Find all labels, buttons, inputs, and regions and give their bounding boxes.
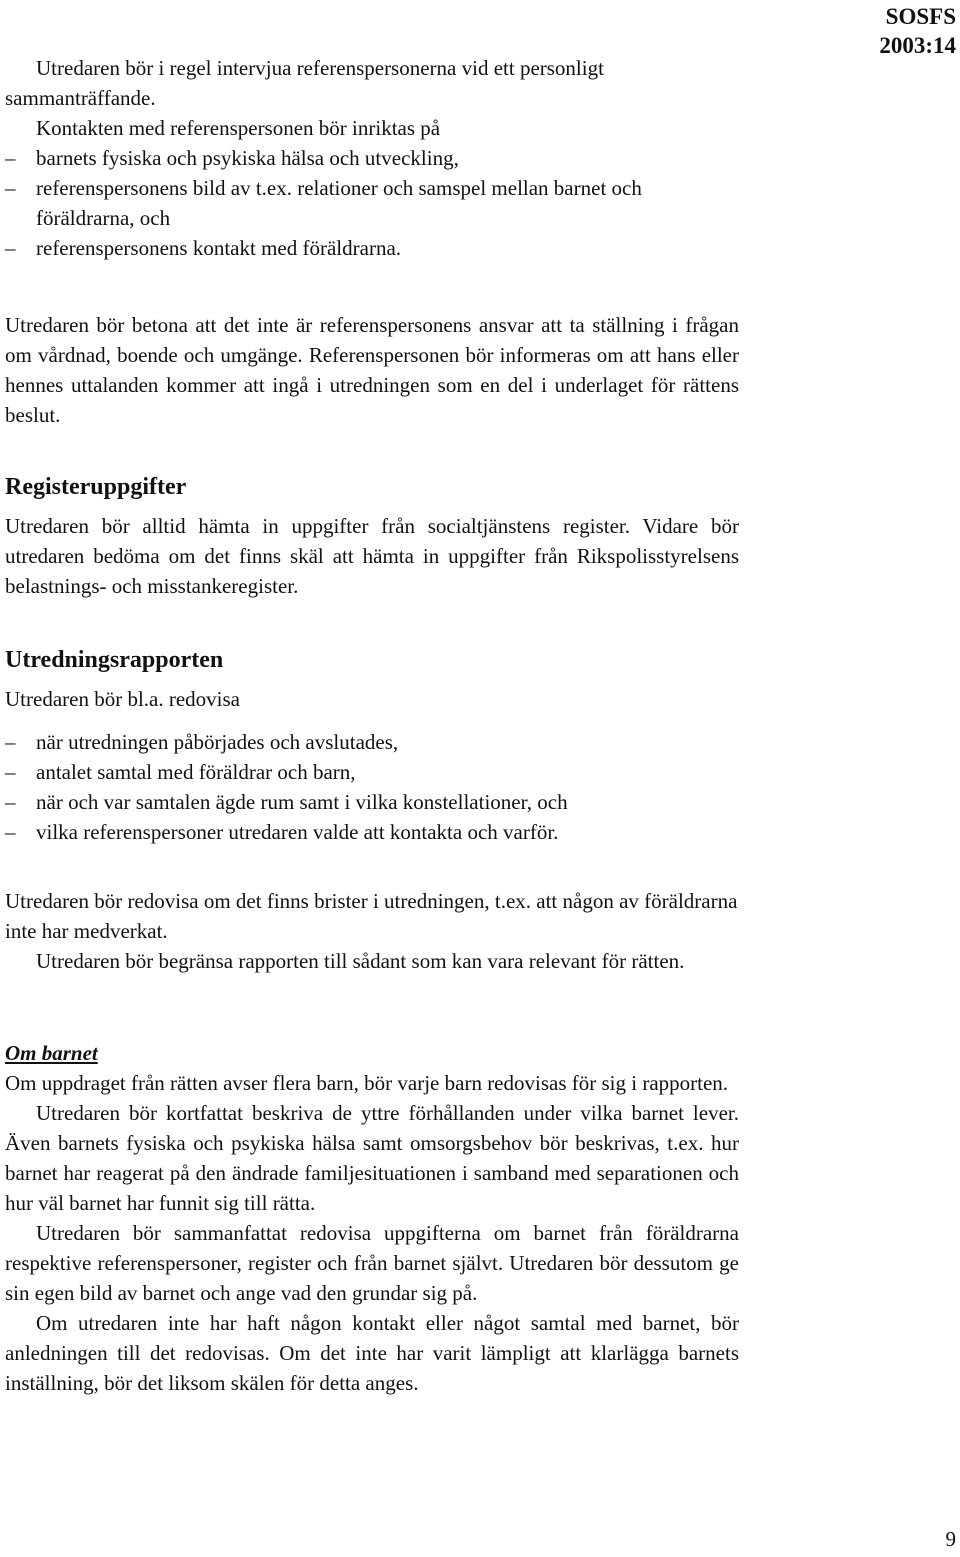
list-item: – barnets fysiska och psykiska hälsa och utveckling, [5, 143, 739, 173]
om-barnet-paragraph: Utredaren bör kortfattat beskriva de yttre förhållanden under vilka barnet lever. Även barnets fysiska och psykiska hälsa samt omsorgsbehov bör beskrivas, t.ex. hur barnet har reagerat på den ändrade familjesituationen i samband med separationen och hur väl barnet har funnit sig till rätta. [5, 1101, 739, 1215]
report-items-list [5, 727, 739, 847]
utredningsrapporten-intro: Utredaren bör bl.a. redovisa [5, 687, 240, 711]
om-barnet-paragraph: Om utredaren inte har haft någon kontakt eller något samtal med barnet, bör anledningen till det redovisas. Om det inte har varit lämpligt att klarlägga barnets inställning, bör det liksom skälen för detta anges. [5, 1311, 739, 1395]
section-heading: Registeruppgifter [5, 474, 187, 500]
list-item: – antalet samtal med föräldrar och barn, [5, 757, 739, 787]
subsection-heading: Om barnet [5, 1041, 98, 1065]
utredningsrapporten-section-cont [5, 886, 739, 976]
document-code-number: 2003:14 [879, 33, 956, 58]
intro-paragraph: Kontakten med referenspersonen bör inriktas på [36, 116, 441, 140]
utredningsrapporten-paragraph: Utredaren bör begränsa rapporten till sådant som kan vara relevant för rätten. [36, 949, 685, 973]
list-item: – referenspersonens bild av t.ex. relationer och samspel mellan barnet och föräldrarna, och [5, 173, 739, 233]
contact-topics-list [5, 143, 739, 263]
om-barnet-paragraph: Om uppdraget från rätten avser flera barn, bör varje barn redovisas för sig i rapporten. [5, 1071, 729, 1095]
registeruppgifter-paragraph: Utredaren bör alltid hämta in uppgifter från socialtjänstens register. Vidare bör utredaren bedöma om det finns skäl att hämta in uppgifter från Rikspolisstyrelsens belastnings- och misstankeregister. [5, 514, 739, 598]
registeruppgifter-section [5, 472, 739, 601]
document-code-series: SOSFS [885, 4, 956, 29]
intro-section [5, 53, 739, 263]
list-item: – när och var samtalen ägde rum samt i vilka konstellationer, och [5, 787, 739, 817]
intro-paragraph: Utredaren bör i regel intervjua referenspersonerna vid ett personligt sammanträffande. [5, 56, 604, 110]
section-heading: Utredningsrapporten [5, 647, 224, 673]
intro-section-cont [5, 310, 739, 430]
om-barnet-section [5, 1038, 739, 1398]
list-item: – referenspersonens kontakt med föräldrarna. [5, 233, 739, 263]
document-code [879, 2, 956, 60]
om-barnet-paragraph: Utredaren bör sammanfattat redovisa uppgifterna om barnet från föräldrarna respektive referenspersoner, register och från barnet självt. Utredaren bör dessutom ge sin egen bild av barnet och ange vad den grundar sig på. [5, 1221, 739, 1305]
utredningsrapporten-paragraph: Utredaren bör redovisa om det finns brister i utredningen, t.ex. att någon av föräldrarna inte har medverkat. [5, 889, 738, 943]
list-item: – vilka referenspersoner utredaren valde att kontakta och varför. [5, 817, 739, 847]
responsibility-paragraph: Utredaren bör betona att det inte är referenspersonens ansvar att ta ställning i frågan om vårdnad, boende och umgänge. Referenspersonen bör informeras om att hans eller hennes uttalanden kommer att ingå i utredningen som en del i underlaget för rättens beslut. [5, 313, 739, 427]
list-item: – när utredningen påbörjades och avslutades, [5, 727, 739, 757]
utredningsrapporten-section [5, 645, 739, 847]
page-number: 9 [945, 1527, 956, 1551]
